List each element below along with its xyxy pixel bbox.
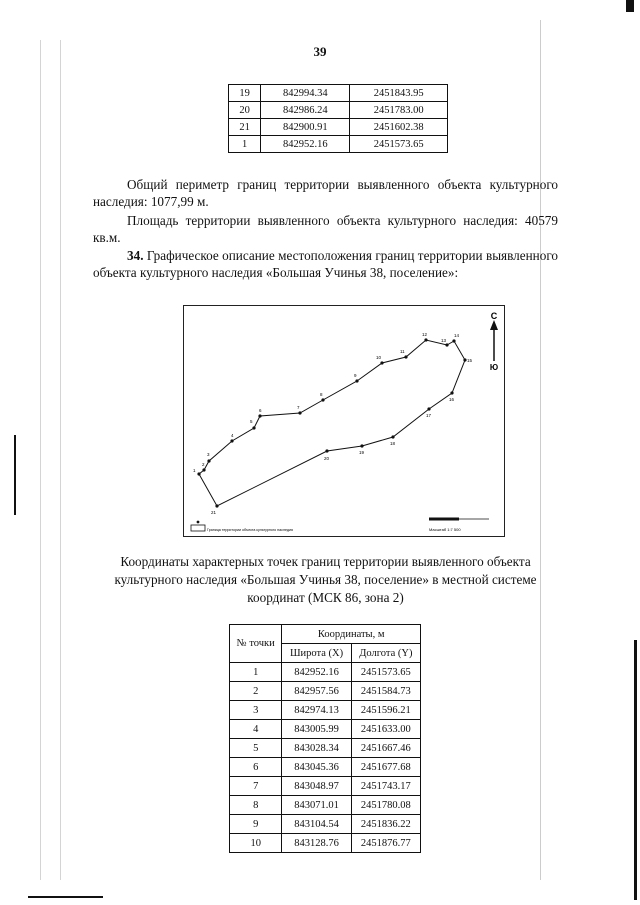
boundary-point-8 [321, 398, 324, 401]
boundary-map-svg [184, 306, 504, 536]
boundary-point-label: 7 [297, 405, 300, 410]
boundary-point-1 [197, 472, 200, 475]
boundary-point-18 [391, 435, 394, 438]
scan-line [40, 40, 41, 880]
boundary-map [183, 305, 505, 537]
boundary-point-label: 5 [250, 419, 253, 424]
boundary-point-13 [445, 343, 448, 346]
longitude-cell: 2451573.65 [350, 136, 448, 153]
boundary-point-label: 14 [454, 333, 460, 338]
latitude-cell: 843048.97 [282, 777, 351, 796]
latitude-cell: 842900.91 [261, 119, 350, 136]
point-number-cell: 6 [230, 758, 282, 777]
table-row [230, 682, 421, 701]
table-row [229, 85, 448, 102]
latitude-cell: 843128.76 [282, 834, 351, 853]
scale-bar-segment [429, 518, 459, 521]
table-row [230, 815, 421, 834]
longitude-cell: 2451667.46 [351, 739, 420, 758]
boundary-point-label: 3 [207, 452, 210, 457]
point-number-cell: 8 [230, 796, 282, 815]
section-paragraph [93, 247, 558, 281]
legend-text: Граница территории объекта культурного наследия [207, 528, 293, 532]
compass-south: Ю [489, 363, 499, 372]
point-number-cell: 10 [230, 834, 282, 853]
boundary-point-11 [404, 355, 407, 358]
longitude-cell: 2451677.68 [351, 758, 420, 777]
coordinates-caption: Координаты характерных точек границ территории выявленного объекта культурного наследия «Большая Учинья 38, поселение» в местной системе координат (МСК 86, зона 2) [114, 554, 537, 605]
longitude-cell: 2451743.17 [351, 777, 420, 796]
table-row [230, 701, 421, 720]
longitude-cell: 2451780.08 [351, 796, 420, 815]
latitude-cell: 843005.99 [282, 720, 351, 739]
point-number-cell: 20 [229, 102, 261, 119]
latitude-cell: 842986.24 [261, 102, 350, 119]
latitude-cell: 842952.16 [261, 136, 350, 153]
boundary-point-label: 12 [422, 332, 428, 337]
header-latitude: Широта (X) [282, 644, 351, 663]
boundary-point-2 [202, 468, 205, 471]
area-text: Площадь территории выявленного объекта культурного наследия: 40579 кв.м. [93, 213, 558, 245]
latitude-cell: 842974.13 [282, 701, 351, 720]
legend-swatch [191, 525, 205, 531]
boundary-point-19 [360, 444, 363, 447]
table-row [230, 758, 421, 777]
scale-text: Масштаб 1:7 500 [429, 527, 461, 532]
table-row [229, 136, 448, 153]
boundary-point-label: 9 [354, 373, 357, 378]
scan-line [60, 40, 61, 880]
top-coordinates-table [228, 84, 448, 153]
point-number-cell: 1 [230, 663, 282, 682]
boundary-point-label: 4 [231, 433, 234, 438]
table-row [229, 102, 448, 119]
boundary-point-label: 18 [390, 441, 396, 446]
boundary-point-3 [207, 459, 210, 462]
header-coordinates: Координаты, м [282, 625, 421, 644]
boundary-point-14 [452, 339, 455, 342]
boundary-point-label: 13 [441, 338, 447, 343]
boundary-point-label: 19 [359, 450, 365, 455]
boundary-point-21 [215, 504, 218, 507]
header-longitude: Долгота (Y) [351, 644, 420, 663]
boundary-point-label: 17 [426, 413, 432, 418]
point-number-cell: 2 [230, 682, 282, 701]
table-row [230, 834, 421, 853]
perimeter-text: Общий периметр границ территории выявленного объекта культурного наследия: 1077,99 м. [93, 177, 558, 209]
table-row [229, 119, 448, 136]
boundary-point-label: 1 [193, 468, 196, 473]
table-row [230, 796, 421, 815]
latitude-cell: 843104.54 [282, 815, 351, 834]
boundary-point-label: 11 [400, 349, 405, 354]
compass-arrow-head [490, 320, 498, 330]
scan-line [14, 435, 16, 515]
section-text: Графическое описание местоположения границ территории выявленного объекта культурного наследия «Большая Учинья 38, поселение»: [93, 248, 558, 280]
latitude-cell: 843045.36 [282, 758, 351, 777]
scan-line [540, 20, 541, 880]
longitude-cell: 2451596.21 [351, 701, 420, 720]
latitude-cell: 842994.34 [261, 85, 350, 102]
point-number-cell: 4 [230, 720, 282, 739]
boundary-point-label: 6 [259, 408, 262, 413]
boundary-point-label: 21 [211, 510, 217, 515]
longitude-cell: 2451876.77 [351, 834, 420, 853]
boundary-point-5 [252, 426, 255, 429]
coordinates-table [229, 624, 421, 853]
point-number-cell: 7 [230, 777, 282, 796]
page-number: 39 [313, 44, 327, 59]
legend-point [197, 521, 200, 524]
longitude-cell: 2451836.22 [351, 815, 420, 834]
boundary-point-10 [380, 361, 383, 364]
boundary-point-6 [258, 414, 261, 417]
boundary-point-12 [424, 338, 427, 341]
boundary-point-16 [450, 391, 453, 394]
point-number-cell: 1 [229, 136, 261, 153]
point-number-cell: 5 [230, 739, 282, 758]
point-number-cell: 19 [229, 85, 261, 102]
latitude-cell: 843071.01 [282, 796, 351, 815]
boundary-point-label: 20 [324, 456, 330, 461]
point-number-cell: 3 [230, 701, 282, 720]
boundary-point-label: 10 [376, 355, 382, 360]
boundary-point-label: 16 [449, 397, 455, 402]
table-row [230, 720, 421, 739]
boundary-point-9 [355, 379, 358, 382]
longitude-cell: 2451573.65 [351, 663, 420, 682]
longitude-cell: 2451602.38 [350, 119, 448, 136]
latitude-cell: 842957.56 [282, 682, 351, 701]
scan-line [634, 640, 637, 900]
boundary-point-label: 2 [202, 462, 205, 467]
table-row [230, 663, 421, 682]
scan-line [28, 896, 103, 898]
longitude-cell: 2451843.95 [350, 85, 448, 102]
point-number-cell: 9 [230, 815, 282, 834]
table-row [230, 777, 421, 796]
scan-line [626, 0, 634, 12]
header-point-number: № точки [230, 625, 282, 663]
boundary-point-7 [298, 411, 301, 414]
table-row [230, 739, 421, 758]
latitude-cell: 843028.34 [282, 739, 351, 758]
boundary-point-20 [325, 449, 328, 452]
boundary-point-label: 8 [320, 392, 323, 397]
point-number-cell: 21 [229, 119, 261, 136]
longitude-cell: 2451584.73 [351, 682, 420, 701]
compass-north: С [490, 311, 498, 321]
longitude-cell: 2451783.00 [350, 102, 448, 119]
section-number: 34. [127, 248, 144, 263]
boundary-point-label: 15 [467, 358, 473, 363]
longitude-cell: 2451633.00 [351, 720, 420, 739]
boundary-polygon [199, 340, 465, 506]
latitude-cell: 842952.16 [282, 663, 351, 682]
boundary-point-17 [427, 407, 430, 410]
boundary-point-4 [230, 439, 233, 442]
